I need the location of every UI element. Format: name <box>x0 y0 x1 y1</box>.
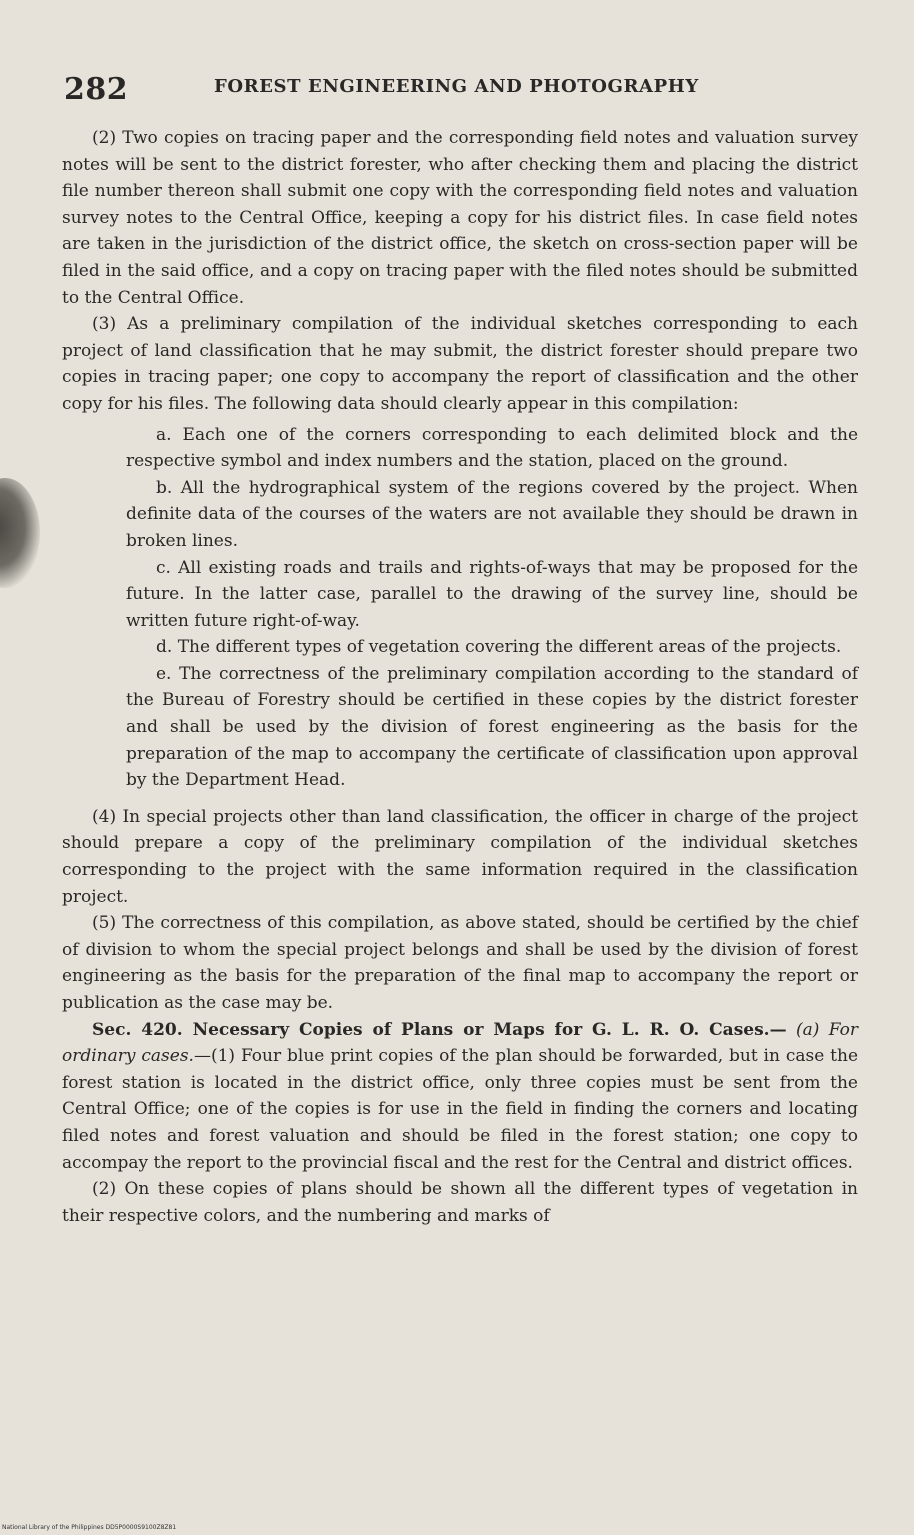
list-item-b: b. All the hydrographical system of the regions covered by the project. When definite data of the courses of the waters are not available they should be drawn in broken lines. <box>126 477 858 551</box>
list-item-a: a. Each one of the corners corresponding to each delimited block and the respective symbol and index numbers and the station, placed on the ground. <box>126 424 858 472</box>
section-420 <box>62 1017 858 1177</box>
section-420-subheading: (a) For ordinary cases. <box>62 1019 859 1067</box>
section-420-body: —(1) Four blue print copies of the plan should be forwarded, but in case the forest station is located in the district office, only three copies must be sent from the Central Office; one of the copies is for use in the field in finding the corners and locating filed notes and forest valuation and should be filed in the forest station; one copy to accompay the report to the provincial fiscal and the rest for the Central and district offices. <box>62 1046 859 1173</box>
section-420-title: Sec. 420. Necessary Copies of Plans or Maps for G. L. R. O. Cases.— <box>92 1019 787 1040</box>
paragraph-3: (3) As a preliminary compilation of the individual sketches corresponding to each project of land classification that he may submit, the district forester should prepare two copies in tracing paper; one copy to accompany the report of classification and the other copy for his files. The following data should clearly appear in this compilation: <box>62 314 858 414</box>
page-header <box>64 66 864 106</box>
paragraph-last: (2) On these copies of plans should be shown all the different types of vegetation in their respective colors, and the numbering and marks of <box>62 1179 858 1226</box>
page-body <box>62 125 858 1229</box>
section-420-space <box>787 1020 796 1040</box>
list-item-c: c. All existing roads and trails and rights-of-ways that may be proposed for the future. In the latter case, parallel to the drawing of the survey line, should be written future right-of-way. <box>126 557 858 631</box>
paragraph-2: (2) Two copies on tracing paper and the corresponding field notes and valuation survey notes will be sent to the district forester, who after checking them and placing the district file number thereon shall submit one copy with the corresponding field notes and valuation survey notes to the Central Office, keeping a copy for his district files. In case field notes are taken in the jurisdiction of the district office, the sketch on cross-section paper will be filed in the said office, and a copy on tracing paper with the filed notes should be submitted to the Central Office. <box>62 128 858 308</box>
thumb-smudge <box>0 478 40 588</box>
paragraph-5: (5) The correctness of this compilation, as above stated, should be certified by the chief of division to whom the special project belongs and shall be used by the division of forest engineering as the basis for the preparation of the final map to accompany the report or publication as the case may be. <box>62 913 858 1013</box>
paragraph-4: (4) In special projects other than land classification, the officer in charge of the project should prepare a copy of the preliminary compilation of the individual sketches corresponding to the project with the same information required in the classification project. <box>62 806 858 907</box>
list-item-e: e. The correctness of the preliminary compilation according to the standard of the Bureau of Forestry should be certified in these copies by the district forester and shall be used by the division of forest engineering as the basis for the preparation of the map to accompany the certificate of classification upon approval by the Department Head. <box>126 663 858 791</box>
compilation-items-list <box>126 422 858 794</box>
running-title: FOREST ENGINEERING AND PHOTOGRAPHY <box>214 76 699 97</box>
scan-credit-footer: National Library of the Philippines DD5P0000S9100Z8Z81 <box>2 1524 177 1531</box>
page-number: 282 <box>64 72 129 107</box>
list-item-d: d. The different types of vegetation covering the different areas of the projects. <box>156 637 842 658</box>
